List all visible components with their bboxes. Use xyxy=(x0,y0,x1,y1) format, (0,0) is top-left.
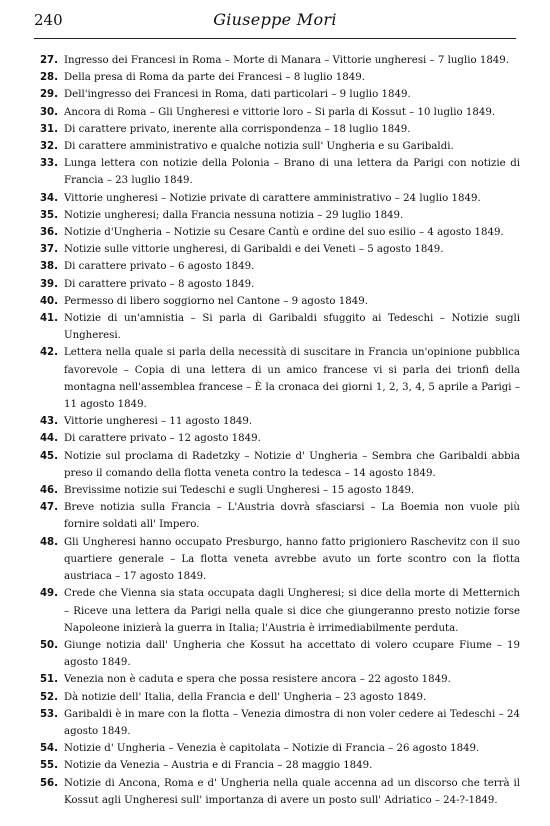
list-item xyxy=(34,637,520,671)
entry-number: 53. xyxy=(39,708,58,720)
entry-number: 31. xyxy=(39,123,58,135)
entry-number: 55. xyxy=(39,760,58,772)
list-item xyxy=(34,207,520,224)
entry-text: Vittorie ungheresi – Notizie private di carattere amministrativo – 24 luglio 1849. xyxy=(64,192,481,204)
entry-number: 44. xyxy=(39,433,58,445)
list-item xyxy=(34,86,520,103)
entry-number: 37. xyxy=(39,244,58,256)
letter-list xyxy=(34,52,520,809)
entry-text: Notizie sulle vittorie ungheresi, di Garibaldi e dei Veneti – 5 agosto 1849. xyxy=(64,244,444,256)
entry-number: 40. xyxy=(39,295,58,307)
entry-number: 42. xyxy=(39,347,58,359)
list-item xyxy=(34,775,520,809)
list-item xyxy=(34,293,520,310)
running-title: Giuseppe Mori xyxy=(213,10,337,29)
entry-number: 27. xyxy=(39,55,58,66)
entry-number: 32. xyxy=(39,141,58,153)
entry-number: 46. xyxy=(39,485,58,497)
header-rule xyxy=(34,38,516,39)
list-item xyxy=(34,276,520,293)
list-item xyxy=(34,430,520,447)
entry-text: Breve notizia sulla Francia – L'Austria dovrà sfasciarsi – La Boemia non vuole più fornire soldati all' Impero. xyxy=(64,502,520,531)
list-item xyxy=(34,585,520,637)
entry-number: 48. xyxy=(39,536,58,548)
entry-text: Dà notizie dell' Italia, della Francia e dell' Ungheria – 23 agosto 1849. xyxy=(64,691,427,703)
list-item xyxy=(34,104,520,121)
entry-text: Lunga lettera con notizie della Polonia – Brano di una lettera da Parigi con notizie di Francia – 23 luglio 1849. xyxy=(64,158,520,187)
list-item xyxy=(34,121,520,138)
entry-text: Di carattere privato, inerente alla corrispondenza – 18 luglio 1849. xyxy=(64,123,411,135)
list-item xyxy=(34,499,520,533)
entry-text: Ancora di Roma – Gli Ungheresi e vittorie loro – Si parla di Kossut – 10 luglio 1849. xyxy=(64,106,496,118)
entry-number: 28. xyxy=(39,72,58,84)
list-item xyxy=(34,706,520,740)
entry-text: Lettera nella quale si parla della necessità di suscitare in Francia un'opinione pubblica favorevole – Copia di una lettera di un amico francese vi si parla dei trionfi della montagna nell'assemblea francese – È la cronaca dei giorni 1, 2, 3, 4, 5 aprile a Parigi – 11 agosto 1849. xyxy=(64,347,520,411)
entry-text: Notizie di un'amnistia – Si parla di Garibaldi sfuggito ai Tedeschi – Notizie sugli Ungheresi. xyxy=(64,313,520,342)
entry-text: Notizie di Ancona, Roma e d' Ungheria nella quale accenna ad un discorso che terrà il Kossut agli Ungheresi sull' importanza di avere un posto sull' Adriatico – 24-?-1849. xyxy=(64,777,520,806)
entry-number: 34. xyxy=(39,192,58,204)
entry-number: 50. xyxy=(39,639,58,651)
entry-text: Vittorie ungheresi – 11 agosto 1849. xyxy=(64,416,253,428)
entry-text: Gli Ungheresi hanno occupato Presburgo, hanno fatto prigioniero Raschevitz con il suo quartiere generale – La flotta veneta avrebbe avuto un forte scontro con la flotta austriaca – 17 agosto 1849. xyxy=(64,536,520,583)
entry-text: Dell'ingresso dei Francesi in Roma, dati particolari – 9 luglio 1849. xyxy=(64,89,411,101)
entry-number: 30. xyxy=(39,106,58,118)
entry-text: Giunge notizia dall' Ungheria che Kossut ha accettato di volero ccupare Fiume – 19 agosto 1849. xyxy=(64,639,520,669)
list-item xyxy=(34,689,520,706)
entry-text: Notizie d'Ungheria – Notizie su Cesare Cantù e ordine del suo esilio – 4 agosto 1849. xyxy=(64,227,504,239)
entry-text: Di carattere privato – 8 agosto 1849. xyxy=(64,278,255,290)
entry-number: 41. xyxy=(39,313,58,325)
entry-number: 43. xyxy=(39,416,58,428)
entry-number: 51. xyxy=(39,674,58,686)
entry-text: Di carattere privato – 6 agosto 1849. xyxy=(64,261,255,273)
page-number: 240 xyxy=(34,11,63,29)
list-item xyxy=(34,69,520,86)
entry-text: Notizie da Venezia – Austria e di Francia – 28 maggio 1849. xyxy=(64,760,373,772)
entry-number: 38. xyxy=(39,261,58,273)
list-item xyxy=(34,258,520,275)
entry-number: 36. xyxy=(39,227,58,239)
entry-number: 52. xyxy=(39,691,58,703)
list-item xyxy=(34,671,520,688)
entry-number: 29. xyxy=(39,89,58,101)
entry-number: 39. xyxy=(39,278,58,290)
entry-number: 54. xyxy=(39,743,58,755)
entry-text: Ingresso dei Francesi in Roma – Morte di Manara – Vittorie ungheresi – 7 luglio 1849. xyxy=(64,55,510,66)
entry-text: Notizie d' Ungheria – Venezia è capitolata – Notizie di Francia – 26 agosto 1849. xyxy=(64,743,480,755)
entry-text: Brevissime notizie sui Tedeschi e sugli Ungheresi – 15 agosto 1849. xyxy=(64,485,415,497)
entry-text: Di carattere privato – 12 agosto 1849. xyxy=(64,433,261,445)
entry-text: Notizie ungheresi; dalla Francia nessuna notizia – 29 luglio 1849. xyxy=(64,209,404,221)
list-item xyxy=(34,310,520,344)
entry-text: Crede che Vienna sia stata occupata dagli Ungheresi; si dice della morte di Metternich – Riceve una lettera da Parigi nella quale si dice che giungeranno presto notizie forse Napoleone inizierà la guerra in Italia; l'Austria è irrimediabilmente perduta. xyxy=(64,588,520,634)
entry-text: Notizie sul proclama di Radetzky – Notizie d' Ungheria – Sembra che Garibaldi abbia preso il comando della flotta veneta contro la tedesca – 14 agosto 1849. xyxy=(64,450,520,479)
list-item xyxy=(34,155,520,189)
list-item xyxy=(34,448,520,482)
entry-number: 56. xyxy=(39,777,58,789)
entry-text: Di carattere amministrativo e qualche notizia sull' Ungheria e su Garibaldi. xyxy=(64,141,454,153)
entry-text: Garibaldi è in mare con la flotta – Venezia dimostra di non voler cedere ai Tedeschi – 24 agosto 1849. xyxy=(64,708,520,737)
entry-number: 45. xyxy=(39,450,58,462)
list-item xyxy=(34,740,520,757)
list-item xyxy=(34,482,520,499)
entry-number: 35. xyxy=(39,209,58,221)
list-item xyxy=(34,344,520,413)
entry-text: Permesso di libero soggiorno nel Cantone – 9 agosto 1849. xyxy=(64,295,368,307)
list-item xyxy=(34,224,520,241)
entry-number: 47. xyxy=(39,502,58,514)
entry-text: Venezia non è caduta e spera che possa resistere ancora – 22 agosto 1849. xyxy=(64,674,451,686)
list-item xyxy=(34,757,520,774)
list-item xyxy=(34,241,520,258)
list-item xyxy=(34,534,520,586)
page-header xyxy=(34,8,516,34)
list-item xyxy=(34,413,520,430)
entry-number: 33. xyxy=(39,158,58,170)
list-item xyxy=(34,190,520,207)
list-item xyxy=(34,138,520,155)
entry-text: Della presa di Roma da parte dei Francesi – 8 luglio 1849. xyxy=(64,72,365,84)
list-item xyxy=(34,52,520,69)
entry-number: 49. xyxy=(39,588,58,600)
